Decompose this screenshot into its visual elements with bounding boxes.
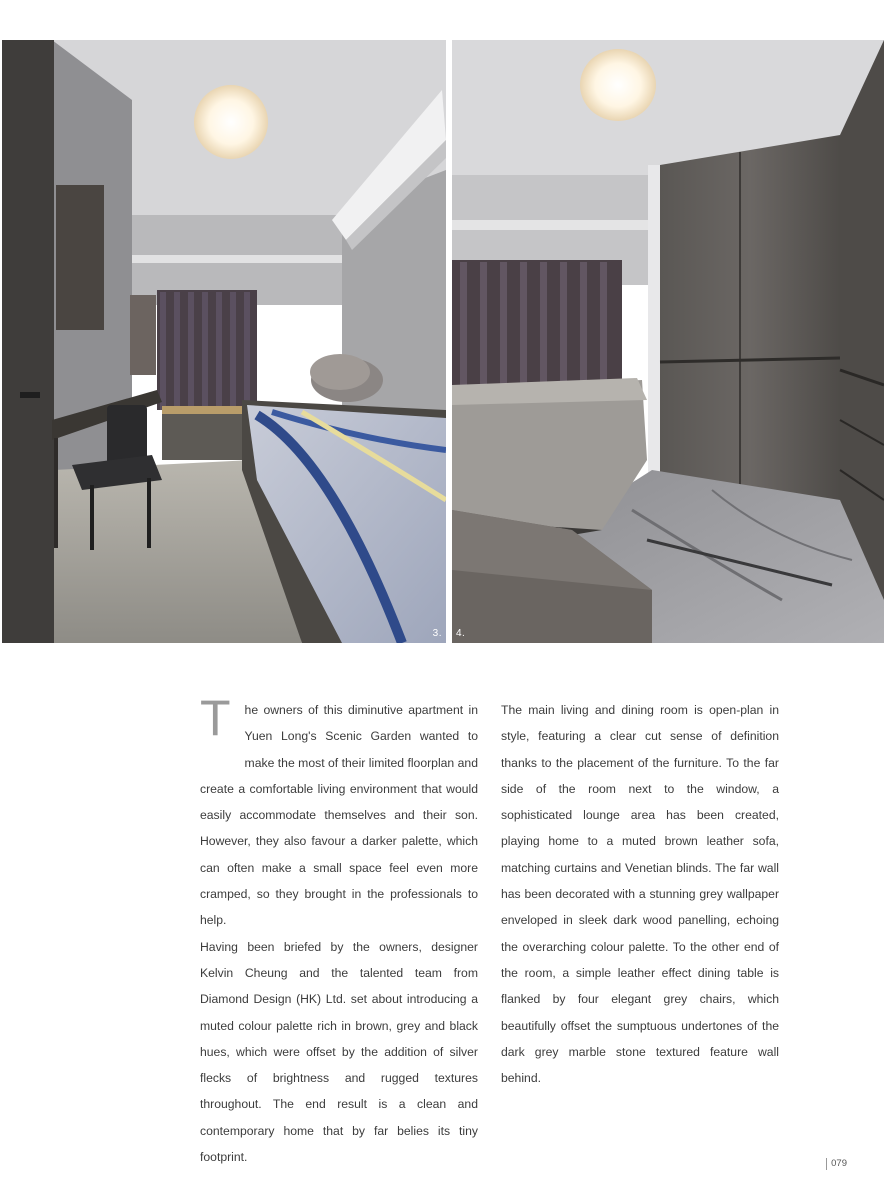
photo-number: 4.: [456, 628, 466, 639]
article-paragraph: [200, 690, 478, 934]
article-column-right: [501, 697, 779, 1091]
drop-cap: T: [200, 690, 231, 746]
article-column-left: [200, 690, 478, 1170]
page-number: 079: [826, 1158, 847, 1170]
article-paragraph: Having been briefed by the owners, designer Kelvin Cheung and the talented team from Diamond Design (HK) Ltd. set about introducing a muted colour palette rich in brown, grey and black hues, which were offset by the addition of silver flecks of brightness and rugged textures throughout. The end result is a clean and contemporary home that by far belies its tiny footprint.: [200, 939, 478, 1165]
paragraph-text: he owners of this diminutive apartment in Yuen Long's Scenic Garden wanted to make the most of their limited floorplan and create a comfortable living environment that would easily accommodate themselves and their son. However, they also favour a darker palette, which can often make a small space feel even more cramped, so they brought in the professionals to help.: [200, 703, 478, 928]
photo-bedroom-wardrobe: [452, 40, 884, 643]
article-paragraph: The main living and dining room is open-plan in style, featuring a clear cut sense of definition thanks to the placement of the furniture. To the far side of the room next to the window, a sophisticated lounge area has been created, playing home to a muted brown leather sofa, matching curtains and Venetian blinds. The far wall has been decorated with a stunning grey wallpaper enveloped in sleek dark wood panelling, echoing the overarching colour palette. To the other end of the room, a simple leather effect dining table is flanked by four elegant grey chairs, which beautifully offset the sumptuous undertones of the dark grey marble stone textured feature wall behind.: [501, 703, 779, 1086]
photo-bedroom-desk: [2, 40, 446, 643]
photo-number: 3.: [432, 628, 442, 639]
bedroom-wardrobe-image: [452, 40, 884, 643]
bedroom-desk-image: [2, 40, 446, 643]
